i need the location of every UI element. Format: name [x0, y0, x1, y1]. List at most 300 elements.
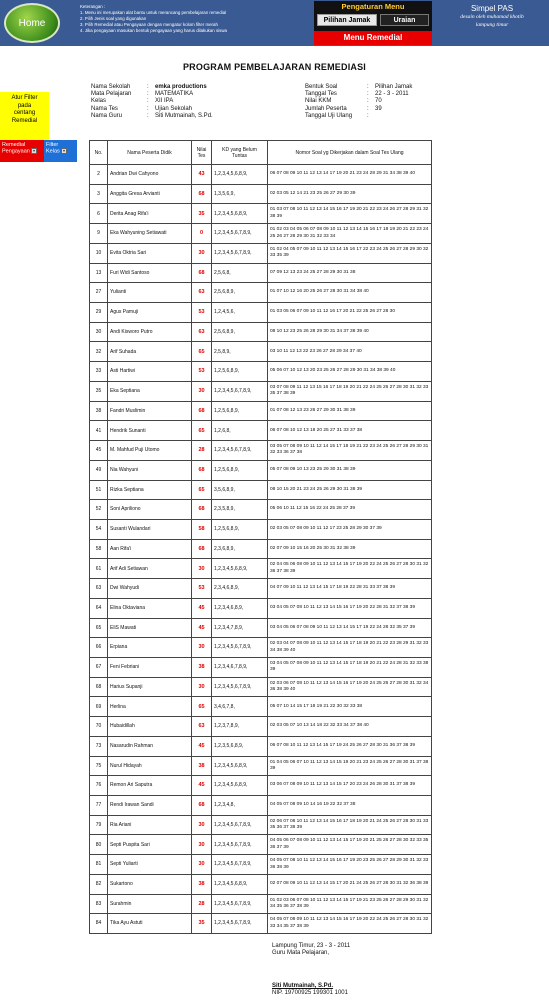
cell-no: 79 — [90, 815, 108, 835]
cell-nama: Agus Pamuji — [108, 303, 192, 323]
cell-nilai: 30 — [192, 855, 212, 875]
cell-soal: 01 07 08 12 13 23 26 27 29 30 31 38 39 — [268, 401, 432, 421]
meta-key: Tanggal Uji Ulang — [305, 112, 353, 119]
cell-kd: 1,2,5,6,8,9, — [212, 401, 268, 421]
cell-kd: 1,2,3,4,5,6,8,9, — [212, 874, 268, 894]
brand-location: lampung timur — [475, 22, 509, 28]
cell-soal: 04 05 07 08 09 10 14 16 19 22 32 37 38 — [268, 796, 432, 816]
cell-soal: 05 06 07 10 12 13 20 23 25 26 27 28 29 30 31 34 38 39 40 — [268, 362, 432, 382]
meta-right: Bentuk Soal : Pilihan Jamak Tanggal Tes : 22 - 3 - 2011 Nilai KKM : 70 Jumlah Peserta : 39 Tanggal Uji Ulang : — [305, 84, 413, 119]
cell-nama: Septi Yuliarti — [108, 855, 192, 875]
cell-no: 33 — [90, 362, 108, 382]
cell-nilai: 53 — [192, 303, 212, 323]
cell-soal: 05 06 10 11 12 15 16 22 24 25 28 37 39 — [268, 500, 432, 520]
cell-soal: 02 07 09 10 15 16 20 25 30 31 32 38 39 — [268, 539, 432, 559]
table-row — [90, 322, 432, 342]
cell-no: 49 — [90, 460, 108, 480]
brand-title: Simpel PAS — [470, 4, 514, 13]
cell-nama: Surahmin — [108, 894, 192, 914]
cell-nama: Hendrik Sunanti — [108, 421, 192, 441]
cell-nama: Andi Kisworo Putro — [108, 322, 192, 342]
meta-key: Nama Sekolah — [91, 84, 131, 90]
meta-key: Mata Pelajaran — [91, 91, 132, 98]
cell-kd: 1,2,3,4,5,6,8,9, — [212, 559, 268, 579]
brand-author: desain oleh muhamad khotib — [460, 14, 524, 20]
table-row — [90, 874, 432, 894]
table-row — [90, 500, 432, 520]
table-row — [90, 283, 432, 303]
cell-nama: Eka Septiana — [108, 381, 192, 401]
cell-nama: Soni Apriliono — [108, 500, 192, 520]
cell-nilai: 28 — [192, 894, 212, 914]
cell-no: 51 — [90, 480, 108, 500]
cell-kd: 1,2,3,4,5,6,7,8,9, — [212, 855, 268, 875]
cell-kd: 1,2,3,4,5,6,8,9, — [212, 756, 268, 776]
cell-soal: 04 07 09 10 11 12 13 14 15 17 18 19 22 28 31 33 37 38 39 — [268, 579, 432, 599]
cell-nama: M. Mahfud Puji Utomo — [108, 441, 192, 461]
cell-nama: Andrian Dwi Cahyono — [108, 165, 192, 185]
cell-nama: Nasarudin Rahman — [108, 736, 192, 756]
cell-nilai: 68 — [192, 500, 212, 520]
cell-kd: 1,2,3,4,5,6,7,8,9, — [212, 815, 268, 835]
cell-nilai: 68 — [192, 539, 212, 559]
signer-role: Guru Mata Pelajaran, — [272, 950, 330, 957]
table-row — [90, 559, 432, 579]
cell-soal: 01 02 03 06 07 08 10 11 12 13 14 15 17 19 21 23 25 26 27 28 29 30 31 32 34 35 36 37 38 39 — [268, 894, 432, 914]
cell-nilai: 45 — [192, 618, 212, 638]
cell-no: 80 — [90, 835, 108, 855]
cell-nama: Yulianti — [108, 283, 192, 303]
meta-value: Ujian Sekolah — [155, 105, 193, 112]
cell-soal: 01 03 05 06 07 09 10 11 12 16 17 20 21 22 25 26 27 28 30 — [268, 303, 432, 323]
cell-no: 65 — [90, 618, 108, 638]
cell-nama: Evita Oktria Sari — [108, 243, 192, 263]
cell-nama: Rizka Septiana — [108, 480, 192, 500]
cell-nama: Furi Widi Santoso — [108, 263, 192, 283]
cell-soal: 02 07 08 09 10 11 12 13 14 15 17 20 21 24 25 26 27 28 30 31 32 36 38 39 — [268, 874, 432, 894]
cell-no: 29 — [90, 303, 108, 323]
remedial-filter[interactable] — [0, 140, 44, 162]
uraian-button[interactable]: Uraian — [380, 14, 429, 26]
table-row — [90, 618, 432, 638]
cell-kd: 1,2,3,4,6,8,9, — [212, 598, 268, 618]
cell-nilai: 35 — [192, 914, 212, 934]
cell-no: 81 — [90, 855, 108, 875]
cell-soal: 04 05 07 08 09 10 11 12 13 14 15 16 17 19 20 22 24 25 26 27 28 30 31 32 33 34 35 37 38 39 — [268, 914, 432, 934]
cell-soal: 06 07 08 09 10 11 12 13 14 17 19 20 21 23 24 28 29 31 34 38 39 40 — [268, 165, 432, 185]
cell-nilai: 38 — [192, 657, 212, 677]
cell-no: 9 — [90, 224, 108, 244]
cell-nama: Nia Wahyuni — [108, 460, 192, 480]
cell-soal: 06 07 08 10 12 13 18 20 25 27 31 33 37 38 — [268, 421, 432, 441]
cell-soal: 03 05 07 08 09 10 11 12 14 15 17 18 19 21 22 23 24 25 26 27 28 29 30 31 32 33 36 37 38 — [268, 441, 432, 461]
meta-key: Jumlah Peserta — [305, 105, 347, 112]
meta-value: XII IPA — [155, 98, 174, 105]
cell-nama: Tika Ayu Astuti — [108, 914, 192, 934]
meta-left: Nama Sekolah : emka productions Mata Pelajaran : MATEMATIKA Kelas : XII IPA Nama Tes : Ujian Sekolah Nama Guru : Siti Mutmainah, S.Pd. — [91, 84, 213, 119]
cell-nilai: 65 — [192, 697, 212, 717]
note-line: 3. Pilih Remedial atau Pengayaan dengan mengatur kolom filter merah — [80, 22, 218, 27]
cell-nama: Fandri Muslimin — [108, 401, 192, 421]
cell-no: 6 — [90, 204, 108, 224]
notes-panel — [80, 4, 306, 34]
table-row — [90, 421, 432, 441]
cell-kd: 1,2,3,4,5,6,7,8,9, — [212, 243, 268, 263]
table-row — [90, 362, 432, 382]
cell-soal: 01 02 04 05 07 09 10 11 12 13 14 15 16 17 22 23 24 25 26 27 28 29 30 32 33 35 39 — [268, 243, 432, 263]
cell-soal: 02 03 05 07 10 13 14 18 22 32 33 34 37 38 40 — [268, 717, 432, 737]
meta-key: Tanggal Tes — [305, 91, 337, 98]
meta-key: Bentuk Soal — [305, 84, 338, 90]
cell-nama: Dwi Wahyudi — [108, 579, 192, 599]
meta-key: Nilai KKM — [305, 98, 332, 105]
cell-nilai: 68 — [192, 460, 212, 480]
cell-kd: 2,3,6,8,9, — [212, 539, 268, 559]
meta-value: emka productions — [155, 84, 207, 90]
cell-no: 69 — [90, 697, 108, 717]
table-row — [90, 579, 432, 599]
cell-nama: Sukartono — [108, 874, 192, 894]
cell-nilai: 45 — [192, 736, 212, 756]
signer-nip: NIP. 19700925 199301 1001 — [272, 990, 348, 997]
cell-nama: Derita Anag Rifa'i — [108, 204, 192, 224]
table-body — [90, 165, 432, 934]
table-row — [90, 855, 432, 875]
cell-kd: 1,2,3,4,5,6,8,9, — [212, 776, 268, 796]
brand-block — [438, 4, 546, 29]
table-row — [90, 657, 432, 677]
table-row — [90, 697, 432, 717]
cell-soal: 03 04 05 07 08 09 10 11 12 13 14 15 17 18 19 20 21 22 24 28 31 32 33 38 39 — [268, 657, 432, 677]
cell-kd: 1,2,3,4,7,8,9, — [212, 618, 268, 638]
cell-no: 61 — [90, 559, 108, 579]
cell-nilai: 68 — [192, 401, 212, 421]
cell-nilai: 30 — [192, 381, 212, 401]
cell-no: 76 — [90, 776, 108, 796]
cell-kd: 1,2,5,6,8,9, — [212, 362, 268, 382]
cell-nilai: 65 — [192, 342, 212, 362]
signer-name: Siti Mutmainah, S.Pd. — [272, 983, 334, 989]
cell-soal: 06 07 08 10 11 12 13 14 15 17 19 24 25 26 27 28 30 31 36 37 38 39 — [268, 736, 432, 756]
table-row — [90, 401, 432, 421]
cell-no: 84 — [90, 914, 108, 934]
meta-value: MATEMATIKA — [155, 91, 194, 98]
cell-no: 32 — [90, 342, 108, 362]
cell-nilai: 43 — [192, 165, 212, 185]
cell-nama: Hubaidillah — [108, 717, 192, 737]
cell-nama: Arif Adi Setiawan — [108, 559, 192, 579]
cell-soal: 08 10 12 23 25 26 28 29 30 31 34 37 38 39 40 — [268, 322, 432, 342]
filter-line: Remedial — [11, 117, 38, 124]
cell-no: 70 — [90, 717, 108, 737]
dropdown-arrow-icon[interactable] — [31, 148, 37, 154]
cell-no: 82 — [90, 874, 108, 894]
cell-no: 83 — [90, 894, 108, 914]
table-row — [90, 381, 432, 401]
cell-kd: 1,2,3,4,5,6,7,8,9, — [212, 894, 268, 914]
table-row — [90, 796, 432, 816]
cell-nama: Septi Puspita Sari — [108, 835, 192, 855]
pengayaan-label: Pengayaan — [2, 148, 30, 155]
table-row — [90, 441, 432, 461]
cell-soal: 02 03 05 12 14 21 23 25 26 27 29 30 39 — [268, 184, 432, 204]
table-row — [90, 736, 432, 756]
cell-nilai: 53 — [192, 362, 212, 382]
table-row — [90, 519, 432, 539]
cell-nilai: 65 — [192, 480, 212, 500]
table-row — [90, 263, 432, 283]
table-row — [90, 480, 432, 500]
cell-nilai: 68 — [192, 263, 212, 283]
cell-soal: 01 07 10 12 16 20 25 26 27 28 30 31 34 38 40 — [268, 283, 432, 303]
col-header-soal: Nomor Soal yg Dikerjakan dalam Soal Tes Ulang — [268, 141, 432, 165]
cell-nilai: 53 — [192, 579, 212, 599]
cell-kd: 3,5,6,8,9, — [212, 480, 268, 500]
dropdown-arrow-icon[interactable] — [61, 148, 67, 154]
filter-line: Atur Filter — [11, 95, 38, 101]
cell-kd: 1,3,5,6,9, — [212, 184, 268, 204]
cell-no: 77 — [90, 796, 108, 816]
cell-nilai: 65 — [192, 421, 212, 441]
kelas-label: Kelas — [46, 148, 60, 155]
table-row — [90, 835, 432, 855]
cell-nilai: 30 — [192, 559, 212, 579]
note-line: 2. Pilih Jenis soal yang digunakan — [80, 16, 147, 21]
cell-no: 45 — [90, 441, 108, 461]
table-row — [90, 756, 432, 776]
meta-value: Siti Mutmainah, S.Pd. — [155, 112, 213, 119]
cell-no: 41 — [90, 421, 108, 441]
cell-nilai: 30 — [192, 638, 212, 658]
cell-soal: 01 03 07 08 10 11 12 13 14 15 16 17 19 20 21 22 23 24 26 27 28 29 31 32 38 39 — [268, 204, 432, 224]
cell-kd: 1,2,6,8, — [212, 421, 268, 441]
table-row — [90, 204, 432, 224]
cell-nilai: 28 — [192, 441, 212, 461]
cell-nama: Susanti Wulandari — [108, 519, 192, 539]
cell-kd: 1,2,3,7,8,9, — [212, 717, 268, 737]
cell-soal: 01 04 05 06 07 10 11 12 13 14 15 19 20 21 23 24 25 26 27 28 30 31 37 38 39 — [268, 756, 432, 776]
meta-value: 39 — [375, 105, 382, 112]
cell-kd: 2,5,6,8, — [212, 263, 268, 283]
table-row — [90, 342, 432, 362]
col-header-kd: KD yang Belum Tuntas — [212, 141, 268, 165]
home-button[interactable]: Home — [4, 3, 60, 43]
cell-no: 38 — [90, 401, 108, 421]
cell-nama: Ria Ariani — [108, 815, 192, 835]
cell-nilai: 58 — [192, 519, 212, 539]
table-row — [90, 539, 432, 559]
cell-kd: 2,5,6,8,9, — [212, 322, 268, 342]
table-row — [90, 776, 432, 796]
cell-nama: Erpiana — [108, 638, 192, 658]
table-row — [90, 165, 432, 185]
cell-kd: 1,2,3,4,5,6,8,9, — [212, 165, 268, 185]
cell-soal: 04 05 06 07 08 09 10 11 12 13 14 15 17 19 20 21 25 26 27 28 30 32 33 35 36 37 39 — [268, 835, 432, 855]
cell-nama: Elina Oktaviana — [108, 598, 192, 618]
menu-remedial-button[interactable]: Menu Remedial — [314, 31, 432, 45]
table-row — [90, 460, 432, 480]
signature-block — [272, 943, 350, 957]
cell-nama: Herlina — [108, 697, 192, 717]
meta-value: 70 — [375, 98, 382, 105]
table-row — [90, 184, 432, 204]
cell-no: 52 — [90, 500, 108, 520]
kelas-filter[interactable] — [44, 140, 77, 162]
cell-no: 73 — [90, 736, 108, 756]
top-bar — [0, 0, 549, 46]
cell-no: 58 — [90, 539, 108, 559]
cell-nilai: 68 — [192, 796, 212, 816]
cell-nilai: 30 — [192, 835, 212, 855]
cell-no: 54 — [90, 519, 108, 539]
table-row — [90, 243, 432, 263]
cell-no: 67 — [90, 657, 108, 677]
cell-no: 10 — [90, 243, 108, 263]
cell-nilai: 68 — [192, 184, 212, 204]
col-header-nilai: Nilai Tes — [192, 141, 212, 165]
cell-nama: Eka Wahyuning Setiawati — [108, 224, 192, 244]
cell-kd: 1,2,3,4,5,6,7,8,9, — [212, 381, 268, 401]
cell-soal: 04 05 07 08 10 11 12 13 14 15 16 17 19 20 23 25 26 27 28 29 30 31 32 33 36 38 39 — [268, 855, 432, 875]
meta-value: Pilihan Jamak — [375, 84, 413, 90]
cell-soal: 07 09 12 13 23 24 25 27 28 29 30 31 38 — [268, 263, 432, 283]
cell-kd: 1,2,3,4,6,7,8,9, — [212, 657, 268, 677]
cell-nilai: 45 — [192, 598, 212, 618]
cell-kd: 3,4,6,7,8, — [212, 697, 268, 717]
cell-nilai: 30 — [192, 243, 212, 263]
cell-nama: Asti Hartiwi — [108, 362, 192, 382]
cell-kd: 1,2,3,4,5,6,7,8,9, — [212, 914, 268, 934]
cell-kd: 1,2,3,4,5,6,7,8,9, — [212, 638, 268, 658]
table-header-row — [90, 141, 432, 165]
page-title: PROGRAM PEMBELAJARAN REMEDIASI — [182, 62, 366, 72]
remedial-label: Remedial — [2, 142, 26, 148]
cell-nilai: 63 — [192, 717, 212, 737]
cell-nilai: 38 — [192, 874, 212, 894]
table-row — [90, 303, 432, 323]
cell-kd: 1,2,5,6,8,9, — [212, 460, 268, 480]
cell-nama: Feni Febriani — [108, 657, 192, 677]
cell-no: 75 — [90, 756, 108, 776]
cell-nama: Arif Suhada — [108, 342, 192, 362]
cell-nama: Rendi Irawan Sandi — [108, 796, 192, 816]
col-header-no: No. — [90, 141, 108, 165]
cell-no: 64 — [90, 598, 108, 618]
menu-settings-panel — [314, 1, 432, 45]
table-row — [90, 224, 432, 244]
cell-no: 3 — [90, 184, 108, 204]
cell-kd: 2,5,6,8,9, — [212, 283, 268, 303]
table-row — [90, 677, 432, 697]
meta-value: 22 - 3 - 2011 — [375, 91, 409, 98]
table-row — [90, 598, 432, 618]
cell-kd: 2,5,8,9, — [212, 342, 268, 362]
cell-soal: 05 07 10 14 15 17 18 19 21 22 30 32 33 38 — [268, 697, 432, 717]
cell-soal: 02 06 07 08 10 11 12 13 14 15 16 17 18 19 20 21 24 25 26 27 28 30 31 33 35 36 37 38 39 — [268, 815, 432, 835]
col-header-nama: Nama Peserta Didik — [108, 141, 192, 165]
cell-nilai: 35 — [192, 204, 212, 224]
cell-nama: Remon Ari Saputra — [108, 776, 192, 796]
cell-nilai: 30 — [192, 677, 212, 697]
cell-nilai: 30 — [192, 815, 212, 835]
filter-instructions — [0, 92, 49, 140]
cell-no: 68 — [90, 677, 108, 697]
cell-soal: 03 07 08 09 11 12 13 15 16 17 18 19 20 21 22 24 25 26 27 28 30 31 32 33 35 37 38 39 — [268, 381, 432, 401]
filter-label: Filter — [46, 142, 59, 148]
cell-soal: 01 02 03 04 05 06 07 08 09 10 11 12 13 14 15 16 17 18 19 20 21 22 23 24 25 26 27 28 29 30 31 32 33 34 — [268, 224, 432, 244]
remedial-table — [89, 140, 432, 934]
cell-soal: 03 10 11 12 13 22 23 26 27 28 29 34 37 40 — [268, 342, 432, 362]
cell-nilai: 45 — [192, 776, 212, 796]
cell-nama: Harius Supanji — [108, 677, 192, 697]
filter-line: pada — [17, 102, 32, 109]
table-row — [90, 815, 432, 835]
cell-nilai: 0 — [192, 224, 212, 244]
cell-soal: 02 04 05 06 08 09 10 11 12 13 14 15 17 19 20 22 24 25 26 27 28 30 31 32 36 37 38 39 — [268, 559, 432, 579]
cell-soal: 03 04 05 07 08 10 11 12 13 14 15 16 17 19 20 22 28 31 32 37 38 39 — [268, 598, 432, 618]
note-line: Keterangan : — [80, 4, 106, 9]
menu-title: Pengaturan Menu — [341, 2, 405, 11]
table-row — [90, 894, 432, 914]
cell-nama: EliS Mawati — [108, 618, 192, 638]
cell-kd: 1,2,3,4,5,6,7,8,9, — [212, 835, 268, 855]
cell-soal: 05 07 08 09 10 13 23 25 29 30 31 38 39 — [268, 460, 432, 480]
note-line: 1. Menu ini merupakan alat bantu untuk merancang pembelajaran remedial — [80, 10, 227, 15]
cell-soal: 03 06 07 08 09 10 11 12 13 14 15 17 20 23 24 26 28 30 31 37 38 39 — [268, 776, 432, 796]
cell-kd: 1,2,3,4,5,6,8,9, — [212, 204, 268, 224]
meta-key: Nama Tes — [91, 105, 118, 112]
cell-nilai: 63 — [192, 283, 212, 303]
cell-no: 63 — [90, 579, 108, 599]
filter-line: centang — [13, 110, 36, 116]
cell-nilai: 63 — [192, 322, 212, 342]
pilihan-jamak-button[interactable]: Pilihan Jamak — [317, 14, 377, 26]
cell-kd: 2,3,5,8,9, — [212, 500, 268, 520]
cell-kd: 1,2,3,4,5,6,7,8,9, — [212, 677, 268, 697]
meta-key: Kelas — [91, 98, 107, 105]
meta-key: Nama Guru — [91, 112, 123, 119]
table-row — [90, 638, 432, 658]
cell-no: 2 — [90, 165, 108, 185]
cell-soal: 03 04 05 06 07 08 09 10 11 12 13 14 15 17 19 22 24 28 32 35 37 39 — [268, 618, 432, 638]
note-line: 4. Jika pengayaan masukan bentuk pengayaan yang harus dilakukan siswa — [80, 28, 227, 33]
cell-kd: 2,3,4,6,8,9, — [212, 579, 268, 599]
cell-no: 66 — [90, 638, 108, 658]
place-date: Lampung Timur, 23 - 3 - 2011 — [272, 943, 351, 949]
table-row — [90, 914, 432, 934]
cell-nama: Nurul Hidayah — [108, 756, 192, 776]
cell-nilai: 38 — [192, 756, 212, 776]
cell-kd: 1,2,3,4,5,6,7,8,9, — [212, 224, 268, 244]
signer-block — [272, 983, 348, 997]
cell-kd: 1,2,3,4,8, — [212, 796, 268, 816]
cell-kd: 1,2,3,5,6,8,9, — [212, 736, 268, 756]
cell-soal: 02 03 05 07 08 09 10 11 12 17 23 25 28 29 30 37 39 — [268, 519, 432, 539]
cell-soal: 02 03 04 07 08 09 10 11 12 13 14 15 17 18 19 20 21 22 23 28 29 31 32 33 34 38 39 40 — [268, 638, 432, 658]
cell-kd: 1,2,4,5,6, — [212, 303, 268, 323]
cell-no: 35 — [90, 381, 108, 401]
cell-nama: Aan Rifa'i — [108, 539, 192, 559]
cell-kd: 1,2,3,4,5,6,7,8,9, — [212, 441, 268, 461]
cell-no: 13 — [90, 263, 108, 283]
cell-soal: 02 03 06 07 08 10 11 12 13 14 15 16 17 19 20 24 25 26 27 28 30 31 32 34 36 38 39 40 — [268, 677, 432, 697]
cell-no: 27 — [90, 283, 108, 303]
cell-kd: 1,2,5,6,8,9, — [212, 519, 268, 539]
cell-nama: Anggita Gresa Arvianti — [108, 184, 192, 204]
cell-no: 30 — [90, 322, 108, 342]
cell-soal: 08 10 15 20 21 23 24 25 26 29 30 31 38 39 — [268, 480, 432, 500]
table-row — [90, 717, 432, 737]
